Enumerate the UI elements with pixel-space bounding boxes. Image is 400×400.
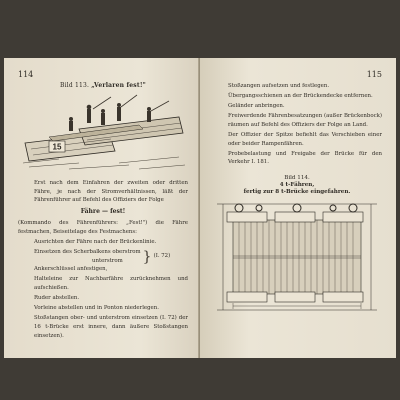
- text-line: Übergangsschienen an der Brückendecke entfernen.: [228, 93, 373, 100]
- text-line: Vorleine abstellen und in Ponton niederlegen.: [34, 305, 159, 312]
- scherbalken-brace: [18, 248, 188, 265]
- bridge-plan-diagram: [213, 198, 381, 316]
- right-page: [200, 58, 396, 358]
- text-line: Ankerschlüssel anfestigen,: [34, 266, 108, 273]
- page-number-left: 114: [18, 70, 34, 79]
- text-line: Ruder abstellen.: [34, 295, 80, 302]
- text-line: unterstrom: [92, 257, 123, 264]
- section-heading: Fähre — fest!: [80, 207, 126, 215]
- text-line: Halteleine zur Nachbarfähre zurücknehmen und aufschießen.: [34, 276, 188, 292]
- brace-reference: (I. 72): [153, 253, 171, 260]
- boat-number: 15: [52, 142, 62, 152]
- figure-caption-prefix: Bild 113.: [59, 82, 90, 89]
- brace-symbol: }: [142, 248, 152, 265]
- intro-paragraph: Erst nach dem Einfahren der zweiten oder dritten Fähre, je nach der Stromverhältnissen, läßt der Fährenführer auf Befehl des Offiziers der Folge: [34, 180, 188, 204]
- figure-caption-113: [18, 82, 188, 89]
- left-page-text: [18, 179, 188, 340]
- text-line: (Kommando des Fährenführers: „Fest!") die Fähre festmachen, Beiseitelage des Festmachens:: [18, 220, 188, 235]
- text-line: Stoßstangen ober- und unterstrom einsetzen (I. 72) der 16 t-Brücke erst innere, dann äußere Stoßstangen einsetzen).: [34, 315, 188, 339]
- text-line: Ausrichten der Fähre nach der Brückenlinie.: [34, 239, 157, 246]
- text-line: Geländer anbringen.: [228, 103, 285, 110]
- text-line: Der Offizier der Spitze befiehlt das Verschieben einer oder beider Rampenfähren.: [228, 131, 382, 147]
- page-number-right: 115: [366, 70, 382, 79]
- text-line: Probebelastung und Freigabe der Brücke für den Verkehr I. 181.: [228, 150, 382, 166]
- left-page: [4, 58, 200, 358]
- text-line: Einsetzen des Scherbalkens oberstrom: [34, 249, 141, 256]
- text-line: Stoßzangen aufsetzen und festlegen.: [228, 83, 330, 89]
- figure-subtitle: 4 t-Fähren,: [279, 181, 315, 188]
- open-book: [4, 58, 396, 358]
- figure-caption-number: Bild 114.: [284, 174, 310, 181]
- right-page-text: [212, 82, 382, 167]
- figure-caption-title: „Verlaren fest!": [91, 82, 147, 89]
- ferry-illustration: [19, 93, 187, 173]
- figure-caption-114: [212, 175, 382, 196]
- text-line: Freiwerdende Fährenbesatzungen (außer Brückenbock) räumen auf Befehl des Offiziers der Folge an Land.: [228, 113, 382, 128]
- figure-subtitle-2: fertig zur 8 t-Brücke eingefahren.: [243, 188, 351, 195]
